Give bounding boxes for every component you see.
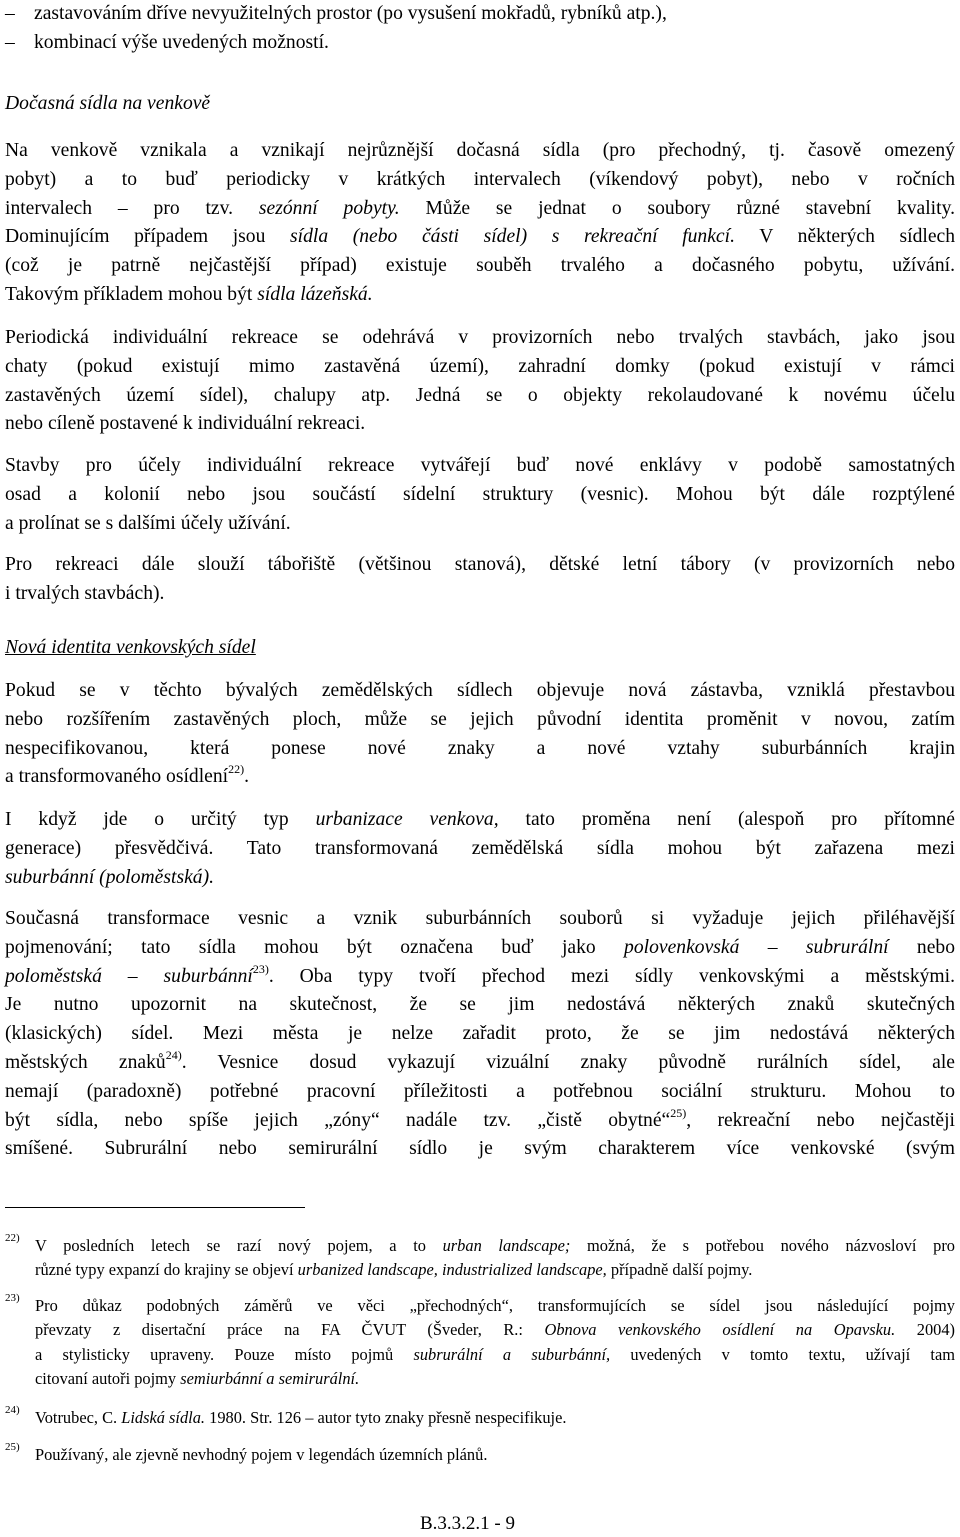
paragraph: I když jde o určitý typ urbanizace venkova, tato proměna není (alespoň pro přítomné generace) přesvědčivá. Tato transformovaná zemědělská sídla mohou být zařazena mezi suburbánní (poloměstská). <box>5 809 955 888</box>
section-heading: Nová identita venkovských sídel <box>5 637 256 658</box>
footnote-ref: 24) <box>165 1047 182 1062</box>
footnote-separator <box>5 1207 305 1208</box>
section-heading: Dočasná sídla na venkově <box>5 93 211 114</box>
paragraph: Stavby pro účely individuální rekreace vytvářejí buď nové enklávy v podobě samostatných osad a kolonií nebo jsou součástí sídelní struktury (vesnic). Mohou být dále rozptýlené a prolínat se s dalšími účely užívání. <box>5 455 955 534</box>
dash-icon: – <box>5 32 15 53</box>
footnote-mark: 23) <box>5 1292 20 1304</box>
paragraph: Současná transformace vesnic a vznik suburbánních souborů si vyžaduje jejich přiléhavější pojmenování; tato sídla mohou být označena buď jako polovenkovská – subrurální nebo poloměstská – suburbánní$^{23)}$. Oba typy tvoří přechod mezi sídly venkovskými a městskými. Je nutno upozornit na skutečnost, že se jim nedostává některých znaků skutečných (klasických) sídel. Mezi města je nelze zařadit proto, že se jim nedostává některých městských znaků$^{24)}$. Vesnice dosud vykazují vizuální znaky původně rurálních sídel, ale nemají (paradoxně) potřebné pracovní příležitosti a potřebnou sociální strukturu. Mohou to být sídla, nebo spíše jejich „zóny“ nadále tzv. „čistě obytné“$^{25)}$, rekreační nebo nejčastěji smíšené. Subrurální nebo semirurální sídlo je svým charakterem více venkovské (svým <box>5 908 956 1160</box>
bullet-item: – zastavováním dříve nevyužitelných prostor (po vysušení mokřadů, rybníků atp.), <box>5 0 667 29</box>
footnote-mark: 25) <box>5 1441 20 1453</box>
paragraph: Pokud se v těchto bývalých zemědělských sídlech objevuje nová zástavba, vzniklá přestavbou nebo rozšířením zastavěných ploch, může se jejich původní identita proměnit v novou, zatím nespecifikovanou, která ponese nové znaky a nové vztahy suburbánních krajin a transformovaného osídlení$^{22)}$. <box>5 680 955 788</box>
footnote-ref: 22) <box>228 762 245 777</box>
footnote-ref: 23) <box>252 961 269 976</box>
footnote-mark: 24) <box>5 1404 20 1416</box>
page-number: B.3.3.2.1 - 9 <box>420 1513 515 1534</box>
bullet-item: – kombinací výše uvedených možností. <box>5 29 329 58</box>
footnote-ref: 25) <box>670 1105 687 1120</box>
paragraph: Periodická individuální rekreace se odehrává v provizorních nebo trvalých stavbách, jako jsou chaty (pokud existují mimo zastavěná území), zahradní domky (pokud existují v rámci zastavěných území sídel), chalupy atp. Jedná se o objekty rekolaudované k novému účelu nebo cíleně postavené k individuální rekreaci. <box>5 327 955 435</box>
paragraph: Na venkově vznikala a vznikají nejrůznější dočasná sídla (pro přechodný, tj. časově omezený pobyt) a to buď periodicky v krátkých intervalech (víkendový pobyt), nebo v ročních intervalech – pro tzv. sezónní pobyty. Může se jednat o soubory různé stavební kvality. Dominujícím případem jsou sídla (nebo části sídel) s rekreační funkcí. V některých sídlech (což je patrně nejčastější případ) existuje souběh trvalého a dočasného pobytu, užívání. Takovým příkladem mohou být sídla lázeňská. <box>5 140 956 305</box>
paragraph: Pro rekreaci dále slouží tábořiště (většinou stanová), dětské letní tábory (v provizorních nebo i trvalých stavbách). <box>5 554 955 604</box>
dash-icon: – <box>5 3 15 24</box>
footnote-mark: 22) <box>5 1232 20 1244</box>
